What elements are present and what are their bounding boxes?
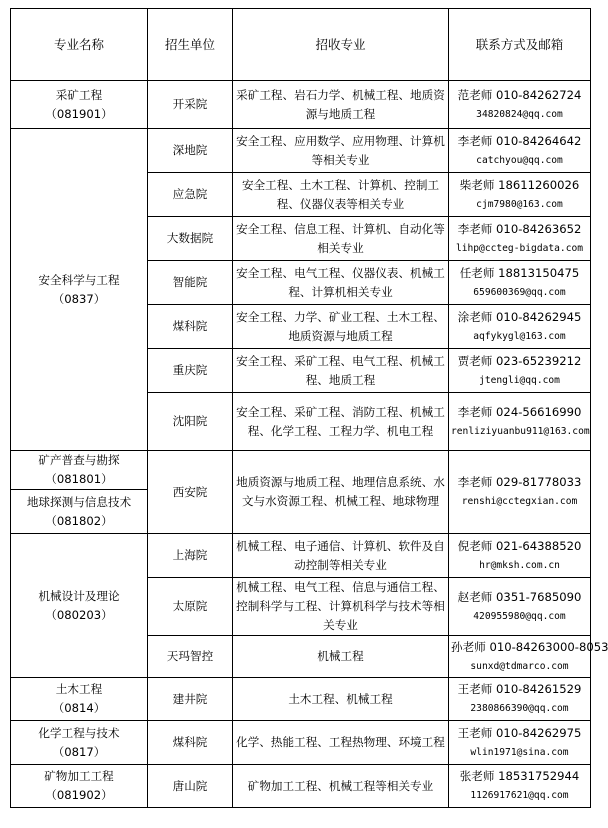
- fields-cell: 化学、热能工程、工程热物理、环境工程: [233, 721, 449, 765]
- unit-cell: 太原院: [148, 578, 233, 636]
- header-fields: 招收专业: [233, 9, 449, 81]
- contact-phone: 柴老师 18611260026: [459, 177, 580, 192]
- table-row: [11, 129, 591, 173]
- fields-cell: 安全工程、土木工程、计算机、控制工程、仪器仪表等相关专业: [233, 173, 449, 217]
- contact-cell: [449, 678, 591, 721]
- contact-email[interactable]: cjm7980@163.com: [476, 198, 563, 210]
- unit-cell: 沈阳院: [148, 393, 233, 451]
- major-code: （0814）: [52, 701, 106, 715]
- unit-cell: 重庆院: [148, 349, 233, 393]
- contact-cell: [449, 217, 591, 261]
- major-code: （081801）: [45, 472, 113, 486]
- fields-cell: 安全工程、采矿工程、消防工程、机械工程、化学工程、工程力学、机电工程: [233, 393, 449, 451]
- contact-email[interactable]: 1126917621@qq.com: [470, 790, 569, 801]
- contact-email[interactable]: hr@mksh.com.cn: [479, 559, 560, 571]
- table-row: [11, 81, 591, 129]
- contact-phone: 贾老师 023-65239212: [457, 353, 582, 368]
- contact-cell: [449, 349, 591, 393]
- major-cell: [11, 721, 148, 765]
- major-code: （080203）: [45, 607, 113, 622]
- contact-email[interactable]: lihp@ccteg-bigdata.com: [455, 242, 584, 254]
- contact-phone: 范老师 010-84262724: [457, 87, 582, 102]
- unit-cell: 应急院: [148, 173, 233, 217]
- fields-cell: 安全工程、采矿工程、电气工程、机械工程、地质工程: [233, 349, 449, 393]
- contact-phone: 李老师 029-81778033: [457, 475, 582, 489]
- unit-cell: 大数据院: [148, 217, 233, 261]
- header-unit: 招生单位: [148, 9, 233, 81]
- header-contact: 联系方式及邮箱: [449, 9, 591, 81]
- table-row: [11, 765, 591, 808]
- contact-cell: [449, 721, 591, 765]
- major-code: （081802）: [45, 513, 113, 528]
- major-code: （081902）: [45, 788, 113, 802]
- unit-cell: 建井院: [148, 678, 233, 721]
- major-cell: [11, 678, 148, 721]
- enrollment-table: [10, 8, 608, 808]
- contact-cell: [449, 451, 591, 534]
- major-cell: [11, 490, 148, 534]
- contact-phone: 张老师 18531752944: [459, 769, 580, 783]
- fields-cell: 安全工程、应用数学、应用物理、计算机等相关专业: [233, 129, 449, 173]
- unit-cell: 深地院: [148, 129, 233, 173]
- major-cell: [11, 129, 148, 451]
- fields-cell: 安全工程、电气工程、仪器仪表、机械工程、计算机相关专业: [233, 261, 449, 305]
- major-cell: [11, 765, 148, 808]
- unit-cell: 智能院: [148, 261, 233, 305]
- major-name: 土木工程: [55, 682, 103, 696]
- fields-cell: 机械工程: [233, 636, 449, 678]
- fields-cell: 机械工程、电子通信、计算机、软件及自动控制等相关专业: [233, 534, 449, 578]
- contact-phone: 孙老师 010-84263000-8053: [451, 639, 608, 654]
- major-code: （0817）: [52, 744, 106, 759]
- contact-cell: [449, 305, 591, 349]
- fields-cell: 机械工程、电气工程、信息与通信工程、控制科学与工程、计算机科学与技术等相关专业: [233, 578, 449, 636]
- fields-cell: 安全工程、信息工程、计算机、自动化等相关专业: [233, 217, 449, 261]
- unit-cell: 上海院: [148, 534, 233, 578]
- unit-cell: 煤科院: [148, 305, 233, 349]
- major-name: 矿产普查与勘探: [38, 453, 120, 467]
- major-cell: [11, 534, 148, 678]
- contact-email[interactable]: sunxd@tdmarco.com: [470, 660, 569, 672]
- contact-email[interactable]: 34820824@qq.com: [476, 108, 563, 120]
- header-row: [11, 9, 591, 81]
- contact-phone: 任老师 18813150475: [459, 265, 580, 280]
- major-name: 地球探测与信息技术: [26, 494, 132, 509]
- fields-cell: 安全工程、力学、矿业工程、土木工程、地质资源与地质工程: [233, 305, 449, 349]
- fields-cell: 地质资源与地质工程、地理信息系统、水文与水资源工程、机械工程、地球物理: [233, 451, 449, 534]
- contact-phone: 涂老师 010-84262945: [457, 309, 582, 324]
- contact-email[interactable]: 420955980@qq.com: [473, 610, 566, 622]
- contact-phone: 李老师 024-56616990: [457, 404, 582, 419]
- contact-cell: [449, 261, 591, 305]
- contact-cell: [449, 173, 591, 217]
- major-name: 化学工程与技术: [38, 725, 120, 740]
- contact-email[interactable]: renliziyuanbu911@163.com: [451, 425, 590, 437]
- contact-cell: [449, 81, 591, 129]
- unit-cell: 煤科院: [148, 721, 233, 765]
- contact-phone: 李老师 010-84264642: [457, 133, 582, 148]
- major-name: 采矿工程: [55, 87, 103, 102]
- contact-phone: 王老师 010-84262975: [457, 725, 582, 740]
- table-row: [11, 678, 591, 721]
- fields-cell: 土木工程、机械工程: [233, 678, 449, 721]
- table-row: [11, 721, 591, 765]
- major-code: （0837）: [52, 291, 106, 306]
- contact-cell: [449, 129, 591, 173]
- contact-email[interactable]: renshi@cctegxian.com: [461, 496, 578, 507]
- unit-cell: 唐山院: [148, 765, 233, 808]
- table-row: [11, 451, 591, 490]
- contact-email[interactable]: aqfykygl@163.com: [473, 330, 566, 342]
- fields-cell: 矿物加工工程、机械工程等相关专业: [233, 765, 449, 808]
- unit-cell: 开采院: [148, 81, 233, 129]
- major-name: 机械设计及理论: [38, 588, 120, 603]
- contact-phone: 赵老师 0351-7685090: [457, 589, 582, 604]
- contact-cell: [449, 393, 591, 451]
- major-name: 安全科学与工程: [38, 272, 120, 287]
- contact-cell: [449, 534, 591, 578]
- enrollment-table-wrapper: [10, 8, 608, 808]
- table-body: [11, 81, 608, 808]
- contact-cell: [449, 636, 608, 678]
- contact-cell: [449, 578, 591, 636]
- table-row: [11, 534, 591, 578]
- contact-email[interactable]: jtengli@qq.com: [479, 374, 560, 386]
- major-cell: [11, 81, 148, 129]
- fields-cell: 采矿工程、岩石力学、机械工程、地质资源与地质工程: [233, 81, 449, 129]
- contact-phone: 王老师 010-84261529: [457, 682, 582, 696]
- contact-email[interactable]: 659600369@qq.com: [473, 286, 566, 298]
- major-cell: [11, 451, 148, 490]
- contact-email[interactable]: catchyou@qq.com: [476, 154, 563, 166]
- contact-phone: 李老师 010-84263652: [457, 221, 582, 236]
- header-major: 专业名称: [11, 9, 148, 81]
- unit-cell: 西安院: [148, 451, 233, 534]
- unit-cell: 天玛智控: [148, 636, 233, 678]
- contact-email[interactable]: wlin1971@sina.com: [470, 746, 569, 758]
- contact-cell: [449, 765, 591, 808]
- contact-email[interactable]: 2380866390@qq.com: [470, 703, 569, 714]
- major-name: 矿物加工工程: [44, 769, 114, 783]
- contact-phone: 倪老师 021-64388520: [457, 538, 582, 553]
- major-code: （081901）: [45, 106, 113, 121]
